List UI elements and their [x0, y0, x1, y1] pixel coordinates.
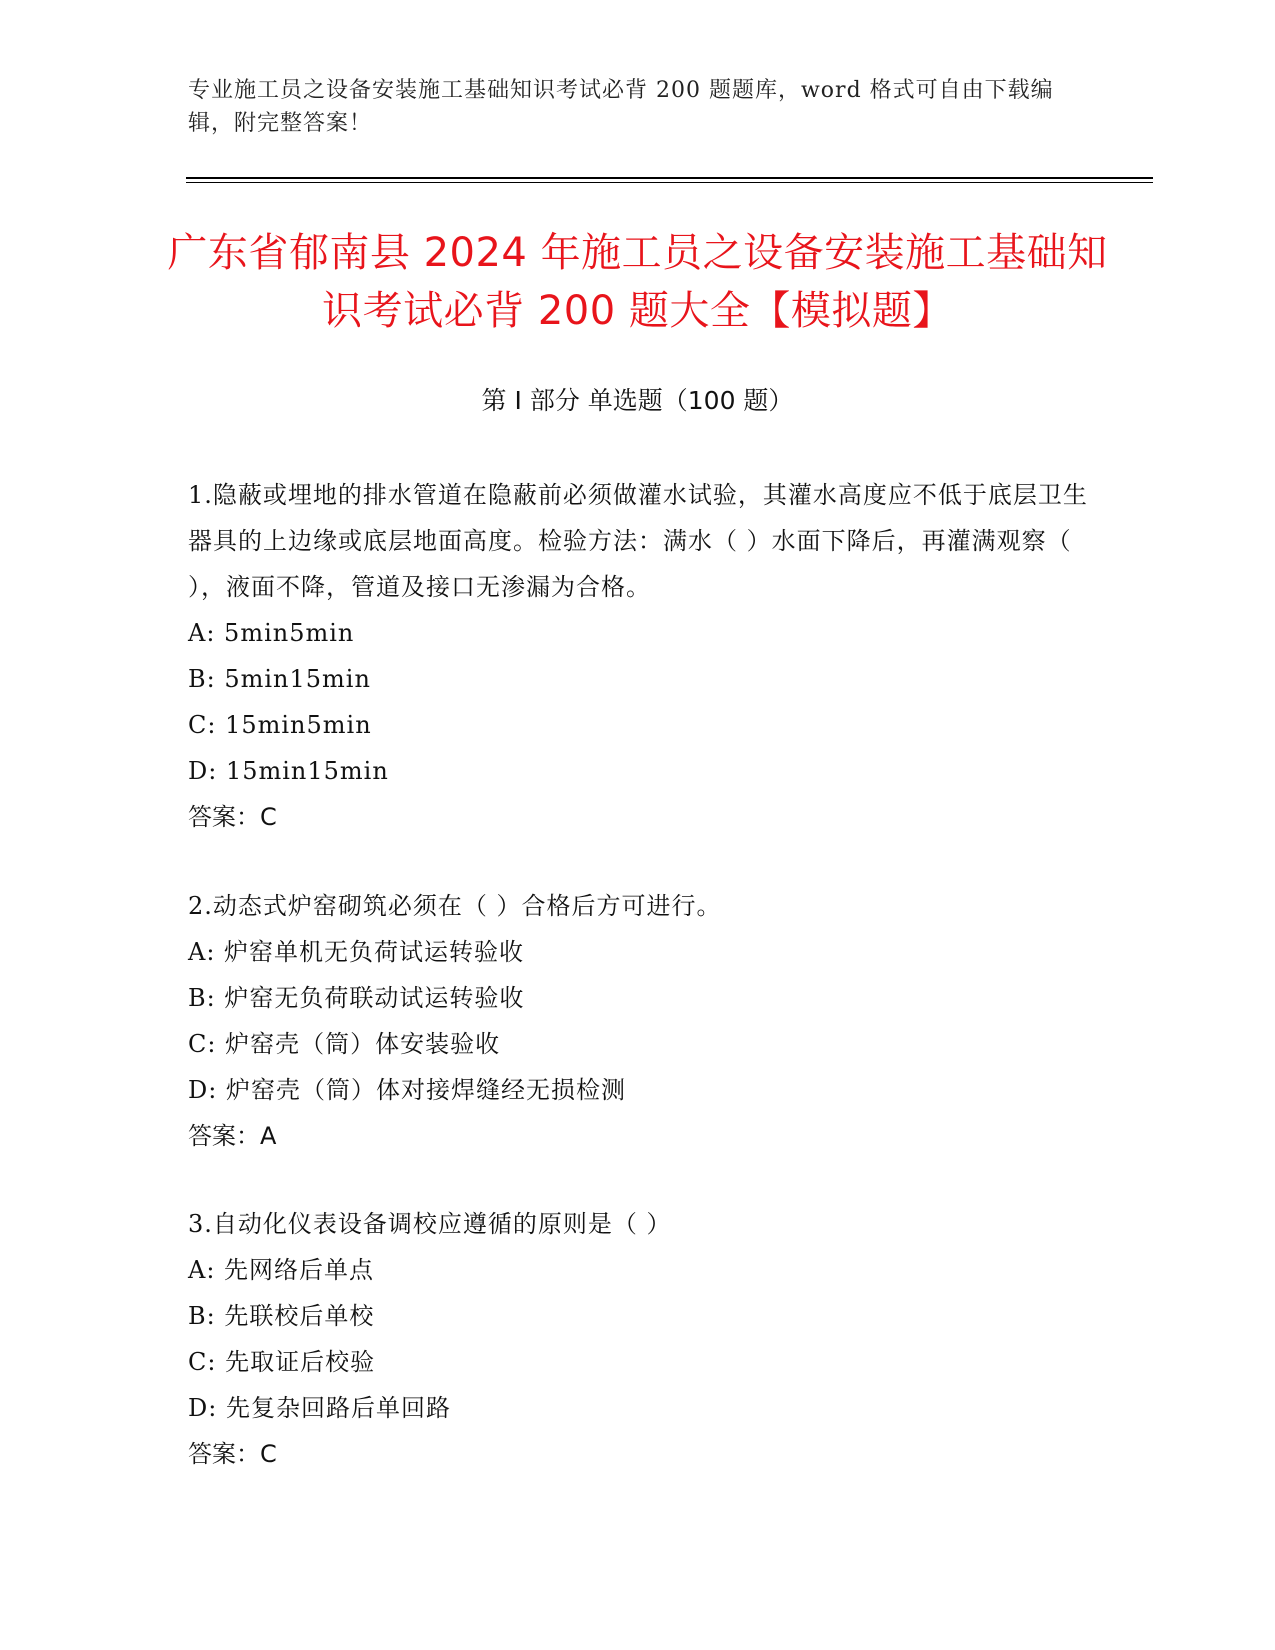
header-divider-thin — [186, 182, 1153, 183]
question-3 — [188, 1201, 1088, 1477]
option-b: B: 炉窑无负荷联动试运转验收 — [188, 984, 525, 1012]
header-note: 专业施工员之设备安装施工基础知识考试必背 200 题题库，word 格式可自由下载编辑，附完整答案！ — [188, 78, 1054, 136]
option-a: A: 炉窑单机无负荷试运转验收 — [188, 938, 525, 966]
option-d: D: 15min15min — [188, 757, 389, 785]
question-stem: 2.动态式炉窑砌筑必须在（ ）合格后方可进行。 — [188, 892, 722, 920]
option-a: A: 5min5min — [188, 619, 355, 647]
option-d: D: 先复杂回路后单回路 — [188, 1394, 451, 1422]
header-divider — [186, 177, 1153, 179]
option-c: C: 15min5min — [188, 711, 372, 739]
option-d: D: 炉窑壳（筒）体对接焊缝经无损检测 — [188, 1076, 626, 1104]
answer: 答案：C — [188, 803, 277, 831]
question-stem: 3.自动化仪表设备调校应遵循的原则是（ ） — [188, 1210, 672, 1238]
question-stem: 1.隐蔽或埋地的排水管道在隐蔽前必须做灌水试验，其灌水高度应不低于底层卫生器具的上边缘或底层地面高度。检验方法：满水（ ）水面下降后，再灌满观察（ ），液面不降，管道及接口无渗漏为合格。 — [188, 481, 1088, 601]
option-a: A: 先网络后单点 — [188, 1256, 375, 1284]
question-1 — [188, 472, 1088, 840]
option-b: B: 先联校后单校 — [188, 1302, 375, 1330]
answer: 答案：C — [188, 1440, 277, 1468]
answer: 答案：A — [188, 1122, 277, 1150]
document-title: 广东省郁南县 2024 年施工员之设备安装施工基础知识考试必背 200 题大全【模拟题】 — [167, 230, 1108, 334]
question-2 — [188, 883, 1088, 1159]
option-c: C: 先取证后校验 — [188, 1348, 376, 1376]
section-heading: 第 I 部分 单选题（100 题） — [481, 386, 794, 415]
option-c: C: 炉窑壳（筒）体安装验收 — [188, 1030, 501, 1058]
option-b: B: 5min15min — [188, 665, 371, 693]
